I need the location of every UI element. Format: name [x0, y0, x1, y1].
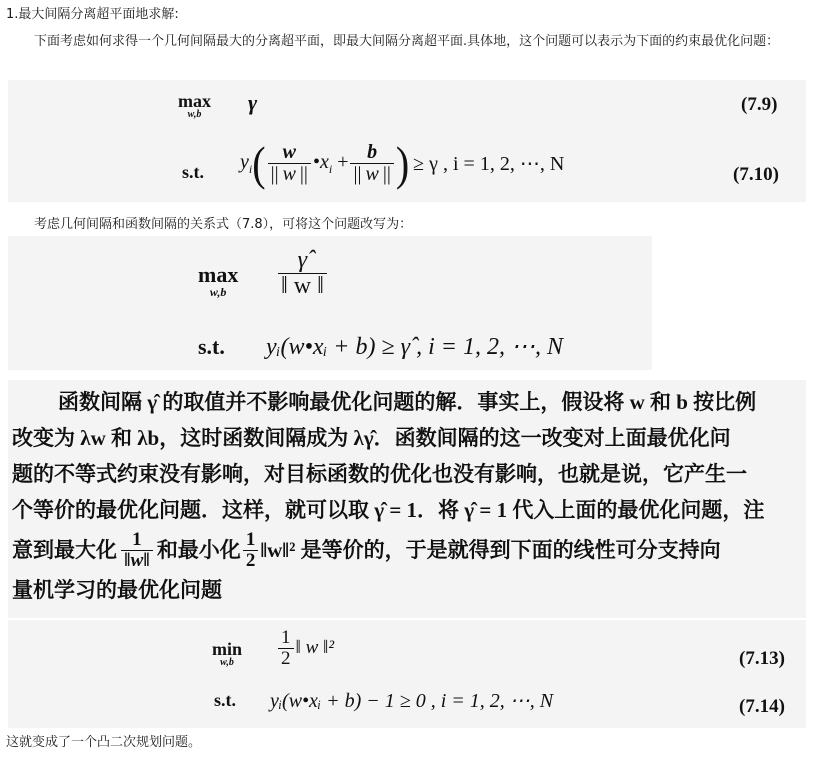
para-line-6: 量机学习的最优化问题 [12, 578, 222, 602]
st-label-3: s.t. [214, 690, 236, 710]
para-line-2: 改变为 λw 和 λb，这时函数间隔成为 λγ̂．函数间隔的这一改变对上面最优化问 [12, 426, 731, 450]
equation-number-7-9: (7.9) [741, 94, 778, 115]
st-label: s.t. [182, 162, 204, 182]
max-operator-2: max w,b [198, 262, 239, 299]
equation-block-3 [8, 620, 806, 728]
equation-block-2 [8, 236, 652, 370]
para-line-3: 题的不等式约束没有影响，对目标函数的优化也没有影响，也就是说，它产生一 [12, 462, 747, 486]
middle-text: 考虑几何间隔和函数间隔的关系式（7.8），可将这个问题改写为： [34, 217, 413, 232]
constraint-7-10: $y_i$ ( $\frac{w}{|| w ||}$ $•x_i$ + $\frac{b}{|| w ||}$ ) ≥ γ , i = 1, 2, ⋯, N [240, 135, 565, 190]
objective-fraction: $\frac{\gammâ}{‖ w ‖}$ [276, 248, 329, 299]
scanned-paragraph [8, 380, 806, 618]
footer-text: 这就变成了一个凸二次规划问题。 [6, 735, 202, 750]
objective-min: $\frac{1}{2}$ ‖ w ‖² [276, 628, 334, 669]
para-line-1: 函数间隔 γ̂ 的取值并不影响最优化问题的解．事实上，假设将 w 和 b 按比例 [58, 390, 757, 414]
max-operator: max w,b [178, 91, 211, 120]
constraint-2: yᵢ(w•xᵢ + b) ≥ γ̂ , i = 1, 2, ⋯, N [266, 334, 563, 360]
heading: 1.最大间隔分离超平面地求解: [6, 7, 179, 22]
constraint-3: yᵢ(w•xᵢ + b) − 1 ≥ 0 , i = 1, 2, ⋯, N [270, 690, 554, 712]
equation-number-7-13: (7.13) [739, 648, 785, 669]
constraint-tail: ≥ γ , i = 1, 2, ⋯, N [413, 153, 565, 175]
equation-block-1 [8, 80, 806, 202]
equation-number-7-10: (7.10) [733, 164, 779, 185]
para-line-4: 个等价的最优化问题．这样，就可以取 γ̂ = 1．将 γ̂ = 1 代入上面的最优化问题，注 [12, 498, 765, 522]
intro-paragraph: 下面考虑如何求得一个几何间隔最大的分离超平面，即最大间隔分离超平面.具体地，这个问题可以表示为下面的约束最优化问题： [34, 34, 780, 49]
st-label-2: s.t. [198, 334, 225, 359]
para-line-5: 意到最大化 $\frac{1}{‖w‖}$ 和最小化 $\frac{1}{2}$ ‖w‖² 是等价的，于是就得到下面的线性可分支持向 [12, 528, 721, 571]
objective-gamma: γ [248, 90, 258, 115]
min-operator: min w,b [212, 639, 243, 668]
equation-number-7-14: (7.14) [739, 696, 785, 717]
